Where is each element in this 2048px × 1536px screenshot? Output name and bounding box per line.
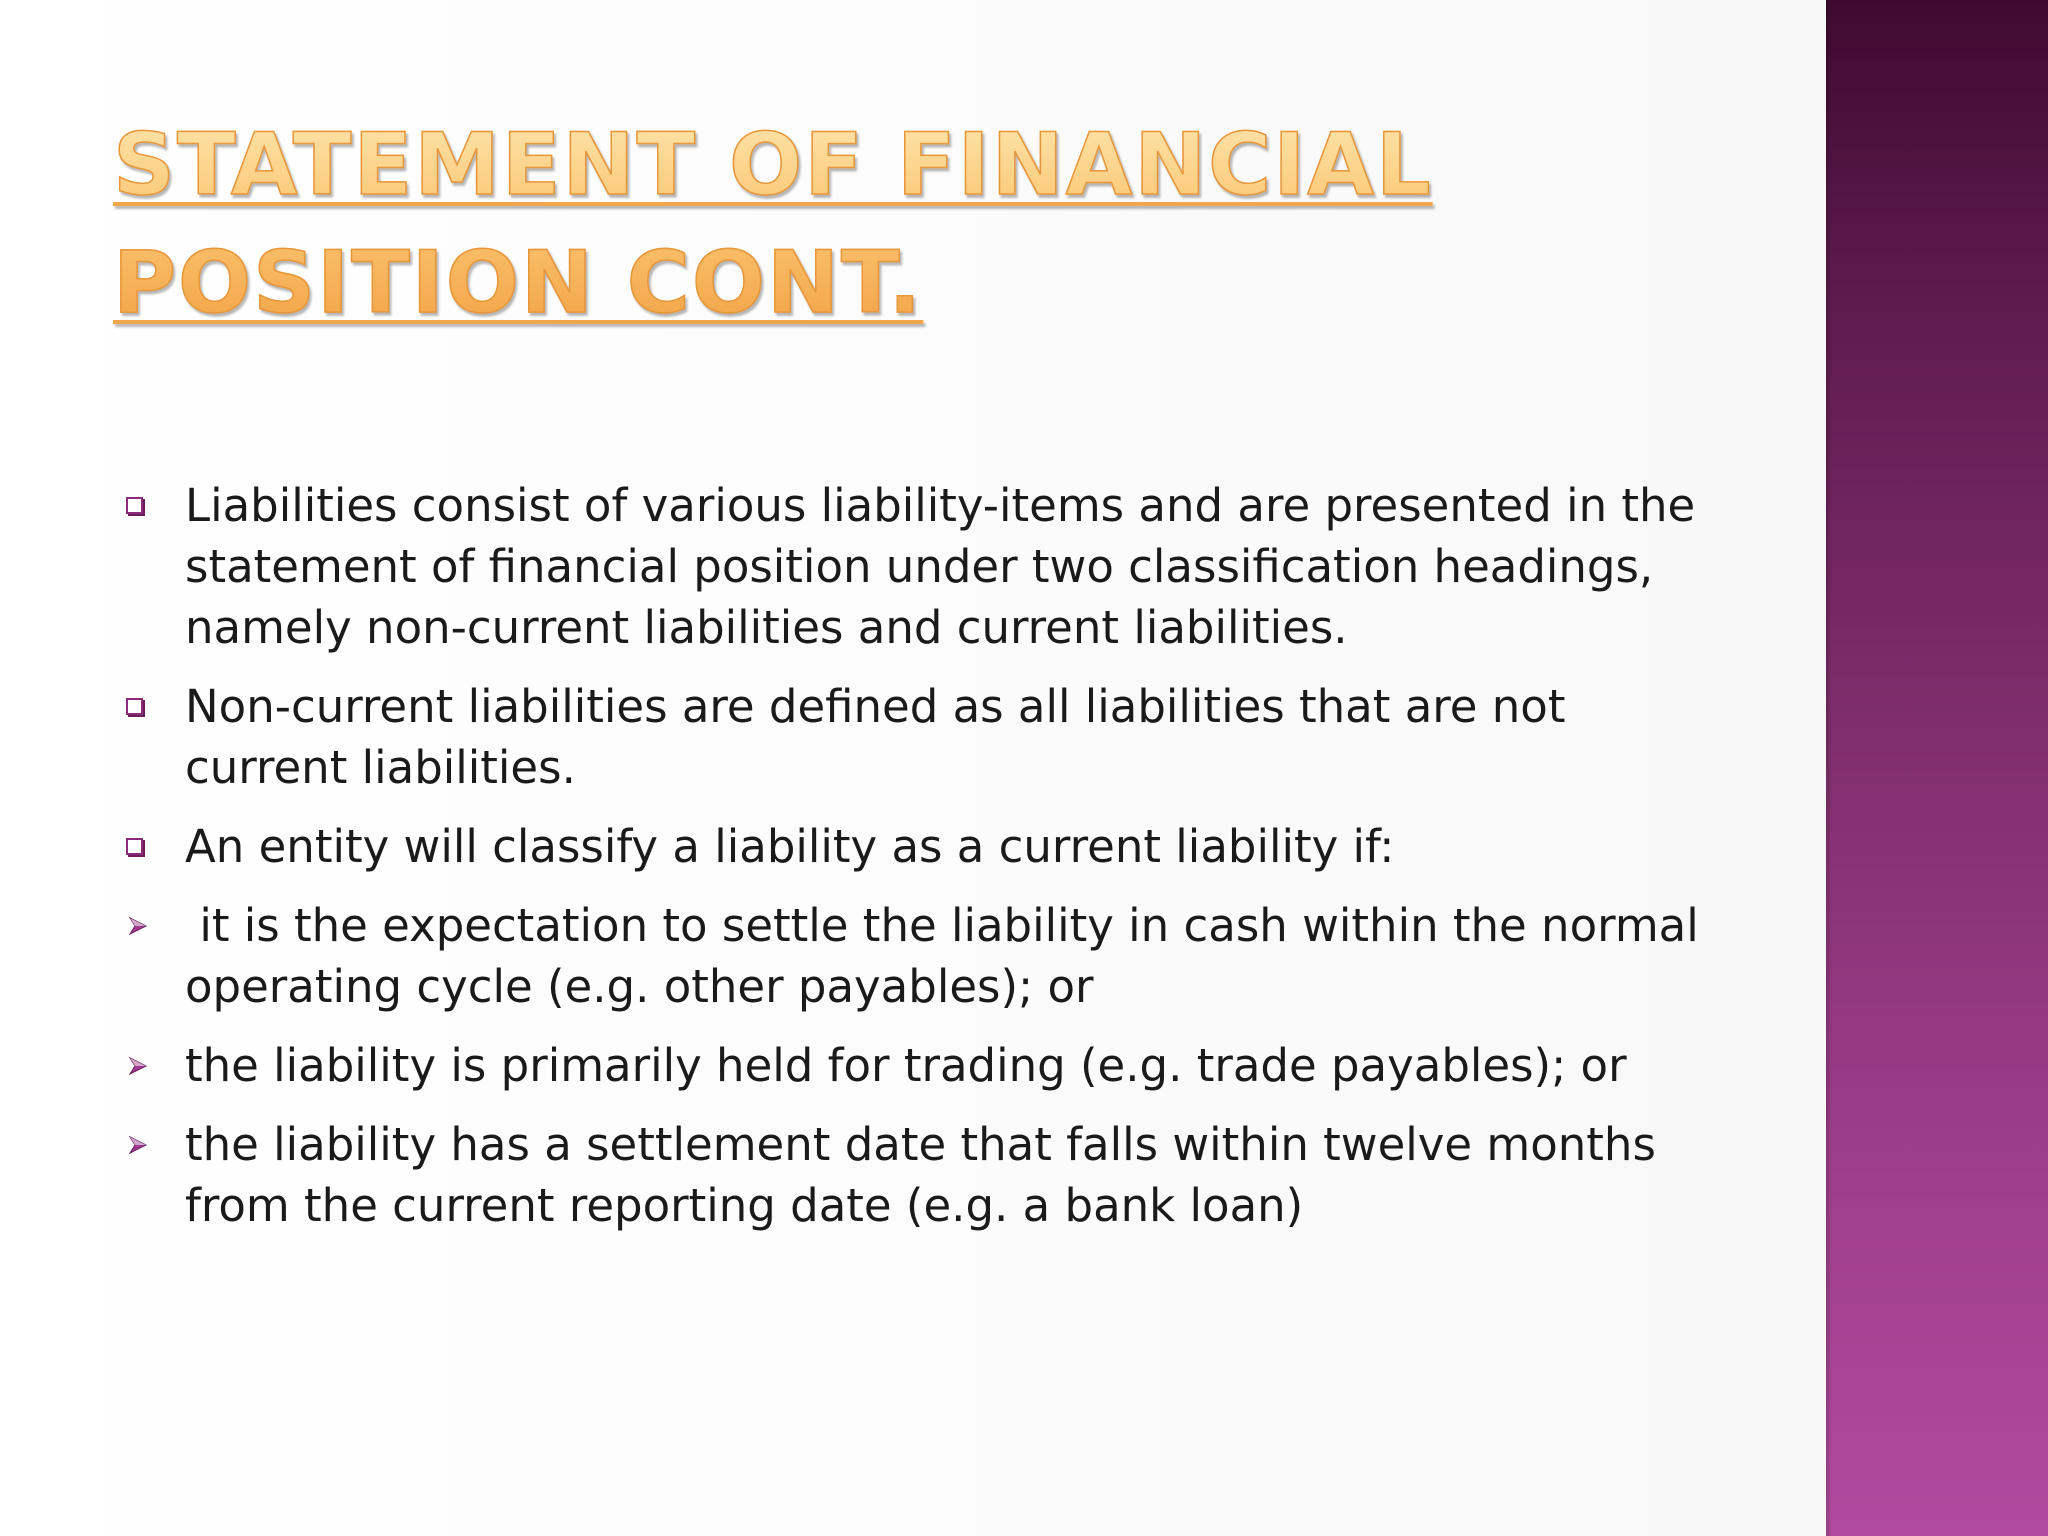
bullet-text: An entity will classify a liability as a current liability if: [185,820,1395,873]
bullet-item [120,1114,1700,1236]
side-decorative-band [1826,0,2048,1536]
bullet-text: the liability is primarily held for trading (e.g. trade payables); or [185,1039,1627,1092]
slide-title-line-2: POSITION CONT. [113,233,924,333]
square-bullet-icon [126,497,143,514]
side-band-shadow [1826,0,1832,1536]
square-bullet-icon [126,838,143,855]
slide-title [113,106,1613,342]
bullet-text: the liability has a settlement date that falls within twelve months from the current reporting date (e.g. a bank loan) [185,1118,1656,1232]
slide-title-line-1: STATEMENT OF FINANCIAL [113,115,1433,215]
arrow-bullet-icon [126,1054,150,1078]
bullet-item [120,1035,1700,1096]
bullet-text: Liabilities consist of various liability-items and are presented in the statement of financial position under two classification headings, namely non-current liabilities and current liabilities. [185,479,1696,654]
arrow-bullet-icon [126,914,150,938]
bullet-item [120,475,1700,658]
bullet-item [120,895,1714,1017]
arrow-bullet-icon [126,1133,150,1157]
bullet-text: it is the expectation to settle the liability in cash within the normal operating cycle (e.g. other payables); or [185,899,1714,1013]
bullet-list [120,475,1714,1254]
bullet-item [120,676,1700,798]
bullet-text: Non-current liabilities are defined as all liabilities that are not current liabilities. [185,680,1566,794]
square-bullet-icon [126,698,143,715]
bullet-item [120,816,1700,877]
